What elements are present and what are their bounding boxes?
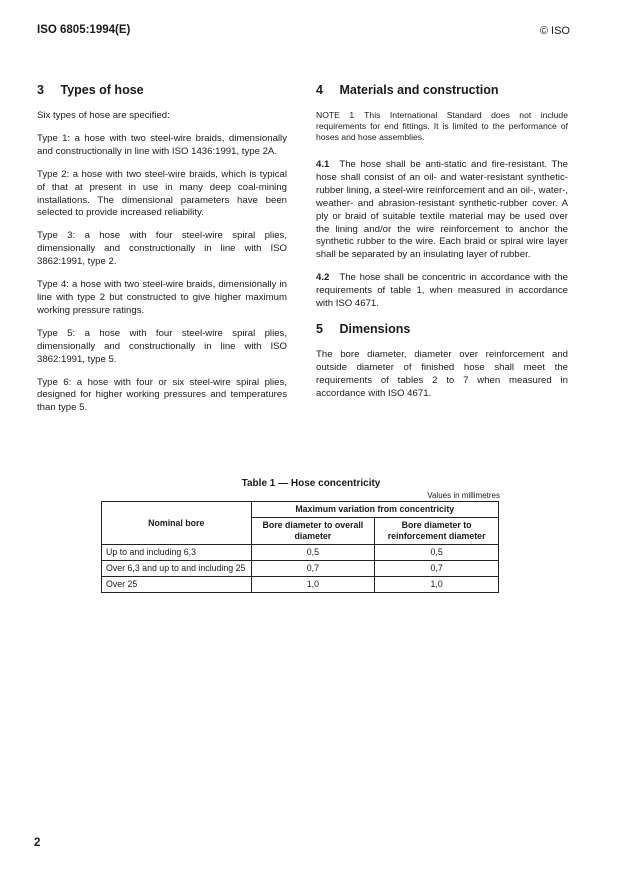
section-4-number: 4 [316,83,323,97]
section-3-title: Types of hose [60,83,144,97]
note-text: This International Standard does not include requirements for end fittings. It is limited to the performance of hoses and hose assemblies. [316,110,568,142]
table-1-title: Table 1 — Hose concentricity [241,478,381,489]
section-3-paragraph: Type 5: a hose with four steel-wire spiral plies, dimensionally and constructionally in line with ISO 3862:1991, type 5. [37,327,287,365]
table-row [102,545,499,561]
overall-variation-cell: 1,0 [251,577,375,593]
reinforcement-variation-cell: 0,5 [375,545,499,561]
nominal-bore-cell: Over 25 [102,577,252,593]
left-column [37,82,287,425]
section-3-number: 3 [37,83,44,97]
table-header-row [102,502,499,518]
table-1-units: Values in millimetres [427,491,500,500]
clause-4-2 [316,272,568,311]
right-column [316,82,568,411]
section-3-paragraph: Type 6: a hose with four or six steel-wire spiral plies, designed for higher working pressures and temperatures than type 5. [37,376,287,414]
header-copyright: © ISO [539,25,570,37]
section-3-paragraph: Type 2: a hose with two steel-wire braids, which is typical of that at present in use in many deep coal-mining installations. The dimensional parameters have been selected to provide increased reliability. [37,168,287,219]
reinforcement-variation-cell: 0,7 [375,561,499,577]
section-5-number: 5 [316,321,323,336]
clause-4-1-number: 4.1 [316,159,330,170]
nominal-bore-cell: Up to and including 6,3 [102,545,252,561]
section-3-paragraph: Type 1: a hose with two steel-wire braids, dimensionally and constructionally in line with ISO 1436:1991, type 2A. [37,132,287,157]
nominal-bore-cell: Over 6,3 and up to and including 25 [102,561,252,577]
page-number: 2 [34,837,41,849]
section-4-heading [316,82,568,98]
header-standard: ISO 6805:1994(E) [37,24,131,36]
note-1 [316,110,568,143]
section-3-paragraph: Six types of hose are specified: [37,110,170,121]
section-5-paragraph: The bore diameter, diameter over reinforcement and outside diameter of finished hose shall meet the requirements of tables 2 to 7 when measured in accordance with ISO 4671. [316,348,568,399]
section-5-title: Dimensions [339,321,411,336]
hose-concentricity-table [101,501,499,593]
clause-4-1 [316,159,568,262]
bore-to-overall-header: Bore diameter to overall diameter [251,518,375,545]
table-row [102,577,499,593]
table-row [102,561,499,577]
note-label: NOTE 1 [316,110,355,120]
section-4-title: Materials and construction [339,83,499,97]
section-3-heading [37,82,287,98]
clause-4-1-text: The hose shall be anti-static and fire-resistant. The hose shall consist of an oil- and water-resistant synthetic-rubber lining, a steel-wire reinforcement and an oil-, water-, weather- and abrasion-resistant synthetic-rubber cover. A ply or braid of suitable textile material may be used over the lining and/or the wire reinforcement to anchor the synthetic rubber to the wire. Each braid or spiral wire layer shall be separated by an insulating layer of rubber. [316,159,568,261]
overall-variation-cell: 0,5 [251,545,375,561]
clause-4-2-number: 4.2 [316,272,330,284]
nominal-bore-header: Nominal bore [102,502,252,545]
section-3-paragraph: Type 4: a hose with two steel-wire braids, dimensionally in line with type 2 but constructed to give higher maximum working pressure ratings. [37,279,287,316]
reinforcement-variation-cell: 1,0 [375,577,499,593]
overall-variation-cell: 0,7 [251,561,375,577]
section-5-heading [316,321,568,337]
section-3-paragraph: Type 3: a hose with four steel-wire spiral plies, dimensionally and constructionally in line with ISO 3862:1991, type 2. [37,230,287,268]
clause-4-2-text: The hose shall be concentric in accordance with the requirements of table 1, when measured in accordance with ISO 4671. [316,272,568,310]
max-variation-header: Maximum variation from concentricity [251,502,498,518]
bore-to-reinforcement-header: Bore diameter to reinforcement diameter [375,518,499,545]
